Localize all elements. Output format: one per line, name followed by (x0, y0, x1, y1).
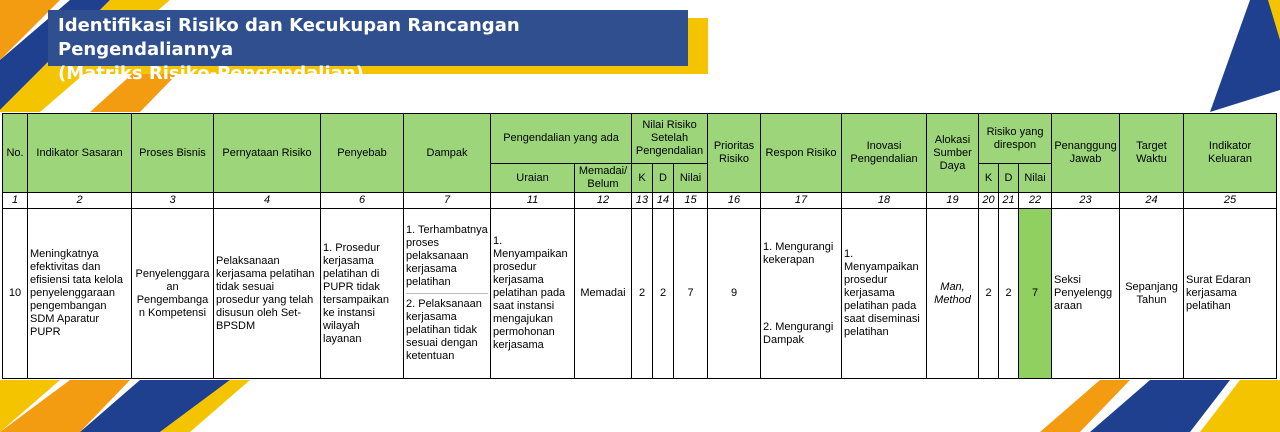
cell-inovasi: 1. Menyampaikan prosedur kerjasama pelatihan pada saat diseminasi pelatihan (842, 209, 927, 379)
cell-memadai: Memadai (575, 209, 632, 379)
cell-no: 10 (3, 209, 28, 379)
colnum: 22 (1019, 193, 1052, 209)
cell-pernyataan-risiko: Pelaksanaan kerjasama pelatihan tidak sesuai prosedur yang telah disusun oleh Set-BPSDM (214, 209, 321, 379)
title-line-2: (Matriks Risiko-Pengendalian) (58, 63, 364, 84)
header-prioritas: Prioritas Risiko (708, 114, 761, 193)
header-d2: D (999, 164, 1019, 193)
colnum: 17 (761, 193, 842, 209)
colnum: 16 (708, 193, 761, 209)
colnum: 12 (575, 193, 632, 209)
cell-d: 2 (653, 209, 674, 379)
cell-d2: 2 (999, 209, 1019, 379)
colnum: 6 (321, 193, 404, 209)
cell-target: Sepanjang Tahun (1120, 209, 1184, 379)
cell-dampak (404, 209, 491, 379)
header-d: D (653, 164, 674, 193)
colnum: 24 (1120, 193, 1184, 209)
header-alokasi: Alokasi Sumber Daya (927, 114, 979, 193)
colnum: 19 (927, 193, 979, 209)
header-respon: Respon Risiko (761, 114, 842, 193)
header-dampak: Dampak (404, 114, 491, 193)
header-k: K (632, 164, 653, 193)
dampak-item-2: 2. Pelaksanaan kerjasama pelatihan tidak sesuai dengan ketentuan (406, 298, 482, 362)
colnum: 4 (214, 193, 321, 209)
cell-nilai2: 7 (1019, 209, 1052, 379)
header-pengendalian-ada: Pengendalian yang ada (491, 114, 632, 164)
header-no: No. (3, 114, 28, 193)
page-title (48, 10, 688, 84)
header-indikator-keluaran: Indikator Keluaran (1184, 114, 1277, 193)
colnum: 2 (28, 193, 132, 209)
cell-indikator-keluaran: Surat Edaran kerjasama pelatihan (1184, 209, 1277, 379)
header-uraian: Uraian (491, 164, 575, 193)
header-row-1 (3, 114, 1277, 164)
colnum: 13 (632, 193, 653, 209)
colnum: 23 (1052, 193, 1120, 209)
colnum: 25 (1184, 193, 1277, 209)
cell-prioritas: 9 (708, 209, 761, 379)
cell-alokasi: Man, Method (927, 209, 979, 379)
header-inovasi: Inovasi Pengendalian (842, 114, 927, 193)
cell-penyebab: 1. Prosedur kerjasama pelatihan di PUPR tidak tersampaikan ke instansi wilayah layanan (321, 209, 404, 379)
dampak-item-1: 1. Terhambatnya proses pelaksanaan kerjasama pelatihan (406, 224, 488, 294)
table-row (3, 209, 1277, 379)
risk-table (2, 113, 1277, 379)
header-indikator-sasaran: Indikator Sasaran (28, 114, 132, 193)
colnum: 20 (979, 193, 999, 209)
cell-respon (761, 209, 842, 379)
risk-control-matrix (2, 113, 1276, 379)
header-proses-bisnis: Proses Bisnis (132, 114, 214, 193)
colnum: 1 (3, 193, 28, 209)
cell-k: 2 (632, 209, 653, 379)
colnum: 15 (674, 193, 708, 209)
header-nilai: Nilai (674, 164, 708, 193)
colnum: 11 (491, 193, 575, 209)
cell-proses-bisnis: Penyelenggaraan Pengembangan Kompetensi (132, 209, 214, 379)
cell-nilai: 7 (674, 209, 708, 379)
column-number-row (3, 193, 1277, 209)
cell-k2: 2 (979, 209, 999, 379)
colnum: 7 (404, 193, 491, 209)
header-target: Target Waktu (1120, 114, 1184, 193)
colnum: 14 (653, 193, 674, 209)
header-memadai: Memadai/ Belum (575, 164, 632, 193)
colnum: 18 (842, 193, 927, 209)
respon-item-2: 2. Mengurangi Dampak (763, 320, 834, 346)
header-penyebab: Penyebab (321, 114, 404, 193)
colnum: 3 (132, 193, 214, 209)
header-nilai-setelah: Nilai Risiko Setelah Pengendalian (632, 114, 708, 164)
respon-item-1: 1. Mengurangi kekerapan (763, 240, 834, 266)
header-penanggung: Penanggung Jawab (1052, 114, 1120, 193)
header-nilai2: Nilai (1019, 164, 1052, 193)
header-pernyataan-risiko: Pernyataan Risiko (214, 114, 321, 193)
header-k2: K (979, 164, 999, 193)
cell-uraian: 1. Menyampaikan prosedur kerjasama pelatihan pada saat instansi mengajukan permohonan kerjasama (491, 209, 575, 379)
title-line-1: Identifikasi Risiko dan Kecukupan Rancangan Pengendaliannya (58, 15, 520, 60)
deco-navy-top-right (1210, 0, 1280, 112)
colnum: 21 (999, 193, 1019, 209)
header-risiko-direspon: Risiko yang direspon (979, 114, 1052, 164)
cell-penanggung: Seksi Penyelenggaraan (1052, 209, 1120, 379)
cell-indikator-sasaran: Meningkatnya efektivitas dan efisiensi tata kelola penyelenggaraan pengembangan SDM Aparatur PUPR (28, 209, 132, 379)
